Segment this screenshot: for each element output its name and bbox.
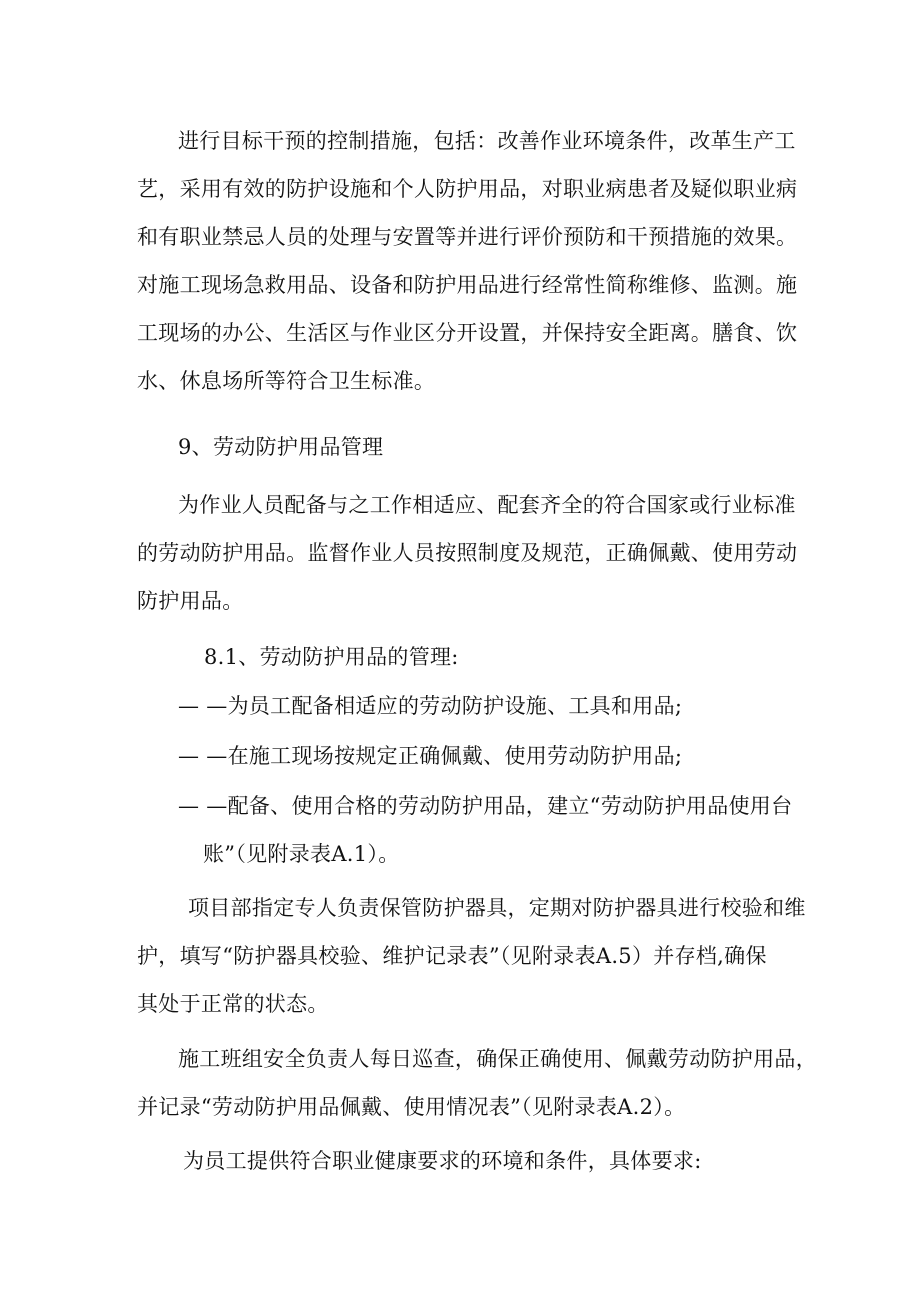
paragraph-line: 其处于正常的状态。 [137, 992, 329, 1016]
section-heading: 9、劳动防护用品管理 [178, 435, 384, 459]
list-item: — —在施工现场按规定正确佩戴、使用劳动防护用品; [178, 744, 683, 768]
list-item-continuation: 账”（见附录表A.1）。 [203, 842, 400, 866]
list-item: — —为员工配备相适应的劳动防护设施、工具和用品; [178, 694, 683, 718]
paragraph-line: 进行目标干预的控制措施，包括：改善作业环境条件，改革生产工 [178, 129, 796, 153]
paragraph-line: 艺，采用有效的防护设施和个人防护用品，对职业病患者及疑似职业病 [137, 177, 798, 201]
paragraph-line: 护，填写“防护器具校验、维护记录表”（见附录表A.5）并存档,确保 [137, 944, 767, 968]
paragraph-line: 并记录“劳动防护用品佩戴、使用情况表”（见附录表A.2）。 [137, 1095, 686, 1119]
paragraph-line: 工现场的办公、生活区与作业区分开设置，并保持安全距离。膳食、饮 [137, 321, 798, 345]
paragraph-line: 水、休息场所等符合卫生标准。 [137, 369, 436, 393]
paragraph-line: 为作业人员配备与之工作相适应、配套齐全的符合国家或行业标准 [178, 493, 796, 517]
paragraph-line: 项目部指定专人负责保管防护器具，定期对防护器具进行校验和维 [188, 896, 806, 920]
list-item: — —配备、使用合格的劳动防护用品，建立“劳动防护用品使用台 [178, 794, 793, 818]
paragraph-line: 防护用品。 [137, 589, 244, 613]
paragraph-line: 和有职业禁忌人员的处理与安置等并进行评价预防和干预措施的效果。 [137, 225, 798, 249]
paragraph-line: 为员工提供符合职业健康要求的环境和条件，具体要求: [183, 1149, 702, 1173]
paragraph-line: 对施工现场急救用品、设备和防护用品进行经常性简称维修、监测。施 [137, 273, 798, 297]
paragraph-line: 施工班组安全负责人每日巡查，确保正确使用、佩戴劳动防护用品， [178, 1047, 817, 1071]
subsection-heading: 8.1、劳动防护用品的管理: [204, 645, 459, 669]
paragraph-line: 的劳动防护用品。监督作业人员按照制度及规范，正确佩戴、使用劳动 [137, 541, 798, 565]
